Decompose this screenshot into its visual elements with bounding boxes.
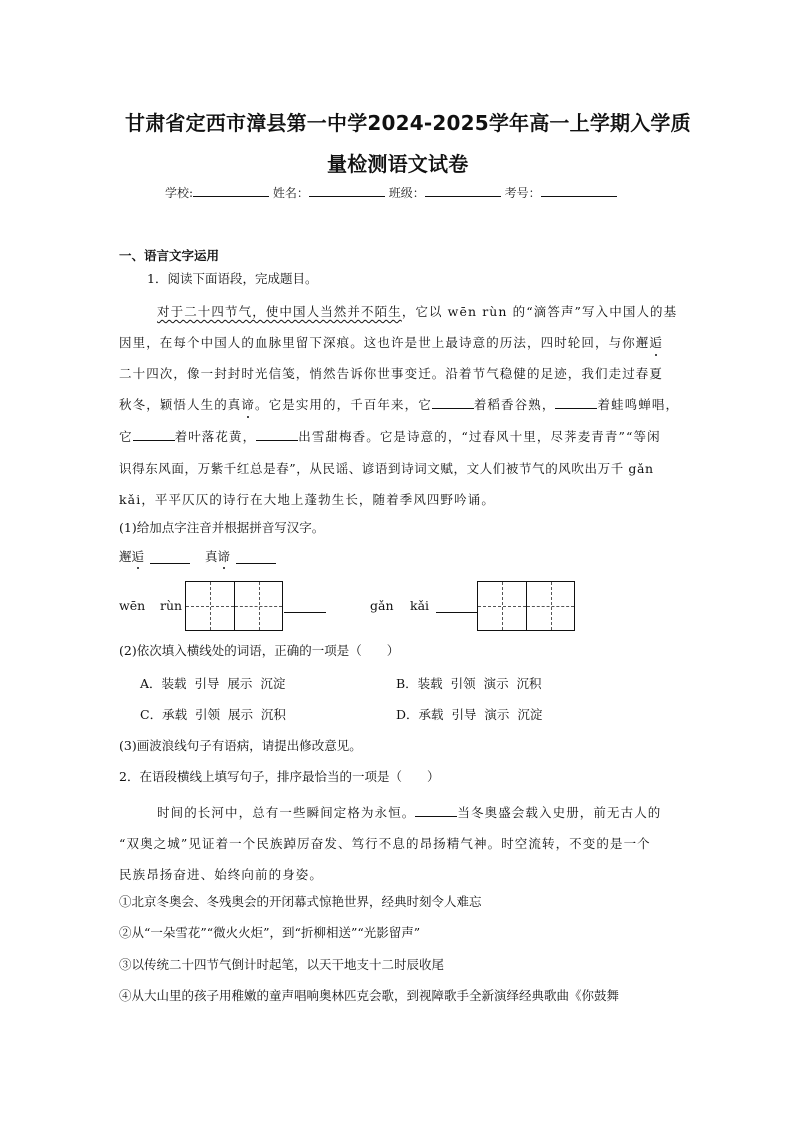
passage-text: 出雪甜梅香。它是诗意的，“过春风十里，尽荠麦青青”“等闲 [298, 429, 661, 444]
class-label: 班级： [388, 186, 425, 200]
answer-line-gankai [436, 612, 478, 613]
option-a[interactable]: A．装载 引导 展示 沉淀 [140, 676, 286, 691]
grid-cell[interactable] [526, 582, 574, 630]
question-1-stem: 1．阅读下面语段，完成题目。 [147, 271, 318, 286]
fill-blank-2[interactable] [555, 397, 597, 409]
pinyin-gan: gǎn [370, 598, 394, 613]
passage-text: 。它是实用的，千百年来，它 [255, 397, 432, 412]
fill-blank-3[interactable] [133, 429, 175, 441]
passage-text: 着蛙鸣蝉唱， [597, 397, 680, 412]
word-zhendi [205, 551, 230, 564]
section-heading: 一、语言文字运用 [119, 248, 220, 263]
sub-question-2: (2)依次填入横线处的词语，正确的一项是（ ） [119, 643, 400, 658]
q2-item-3: ③以传统二十四节气倒计时起笔，以天干地支十二时辰收尾 [119, 957, 445, 972]
option-d[interactable]: D．承载 引导 演示 沉淀 [396, 707, 543, 722]
fill-blank-1[interactable] [432, 397, 474, 409]
exam-no-label: 考号： [504, 186, 541, 200]
q1-passage-line3: 二十四次，像一封封时光信笺，悄然告诉你世事变迁。沿着节气稳健的足迹，我们走过春夏 [119, 366, 664, 381]
q2-item-4: ④从大山里的孩子用稚嫩的童声唱响奥林匹克会歌，到视障歌手全新演绎经典歌曲《你鼓舞 [119, 988, 620, 1003]
q1-passage-line6: 识得东风面，万紫千红总是春”，从民谣、谚语到诗词文赋，文人们被节气的风吹出万千 gǎn [119, 461, 654, 476]
q2-passage-line3: 民族昂扬奋进、始终向前的身姿。 [119, 867, 324, 882]
pinyin-wen: wēn [119, 598, 146, 613]
exam-title-line1: 甘肃省定西市漳县第一中学2024-2025学年高一上学期入学质 [125, 111, 691, 135]
exam-no-blank[interactable] [541, 184, 617, 197]
school-blank[interactable] [193, 184, 269, 197]
pinyin-run: rùn [160, 598, 183, 613]
fill-blank-4[interactable] [256, 429, 298, 441]
passage-text: ，它以 wēn rùn 的“滴答声”写入中国人的基 [401, 304, 678, 319]
option-b[interactable]: B．装载 引领 演示 沉积 [396, 676, 542, 691]
name-blank[interactable] [309, 184, 385, 197]
passage-text: 秋冬，颖悟人生的真 [119, 397, 242, 412]
passage-text: 当冬奥盛会载入史册，前无古人的 [457, 805, 662, 820]
grid-cell[interactable] [234, 582, 282, 630]
student-info-line [165, 184, 617, 201]
pinyin-kai: kǎi [410, 598, 430, 613]
writing-grid-gankai[interactable] [477, 581, 575, 631]
q1-passage-line1 [157, 302, 677, 320]
writing-grid-wenrun[interactable] [185, 581, 283, 631]
sub-question-3: (3)画波浪线句子有语病，请提出修改意见。 [119, 738, 362, 753]
answer-line-xiehou[interactable] [150, 563, 190, 564]
answer-line-wenrun [284, 612, 326, 613]
option-c[interactable]: C．承载 引领 展示 沉积 [140, 707, 286, 722]
school-label: 学校: [165, 186, 194, 200]
answer-line-zhendi[interactable] [236, 563, 276, 564]
q1-passage-line7: kǎi，平平仄仄的诗行在大地上蓬勃生长，随着季风四野吟诵。 [119, 492, 495, 507]
passage-text: 它 [119, 429, 133, 444]
q2-item-2: ②从“一朵雪花”“微火火炬”，到“折柳相送”“光影留声” [119, 925, 421, 940]
fill-blank-q2[interactable] [415, 805, 457, 817]
wavy-sentence: 对于二十四节气，使中国人当然并不陌生 [157, 304, 402, 319]
dotted-char: 逅 [131, 549, 145, 564]
class-blank[interactable] [425, 184, 501, 197]
q2-item-1: ①北京冬奥会、冬残奥会的开闭幕式惊艳世界，经典时刻令人难忘 [119, 894, 482, 909]
word-char: 邂 [119, 549, 132, 564]
grid-cell[interactable] [186, 582, 234, 630]
q2-passage-line2: “双奥之城”见证着一个民族踔厉奋发、笃行不息的昂扬精气神。时空流转，不变的是一个 [119, 836, 651, 851]
word-char: 真 [205, 549, 218, 564]
q1-passage-line4 [119, 395, 679, 413]
passage-text: 时间的长河中，总有一些瞬间定格为永恒。 [157, 805, 416, 820]
passage-text: 因里，在每个中国人的血脉里留下深痕。这也许是世上最诗意的历法，四时轮回，与你邂 [119, 335, 650, 350]
sub-question-1: (1)给加点字注音并根据拼音写汉字。 [119, 520, 325, 535]
dotted-char: 逅 [649, 335, 664, 350]
grid-cell[interactable] [478, 582, 526, 630]
passage-text: 着稻香谷熟， [473, 397, 556, 412]
q1-passage-line5 [119, 427, 661, 445]
passage-text: 着叶落花黄， [174, 429, 257, 444]
word-xiehou [119, 551, 144, 564]
name-label: 姓名： [272, 186, 309, 200]
q1-passage-line2 [119, 333, 663, 351]
exam-title-line2: 量检测语文试卷 [327, 152, 469, 176]
dotted-char: 谛 [241, 397, 256, 412]
question-2-stem: 2．在语段横线上填写句子，排序最恰当的一项是（ ） [119, 769, 440, 784]
dotted-char: 谛 [217, 549, 231, 564]
q2-passage-line1 [157, 803, 661, 821]
